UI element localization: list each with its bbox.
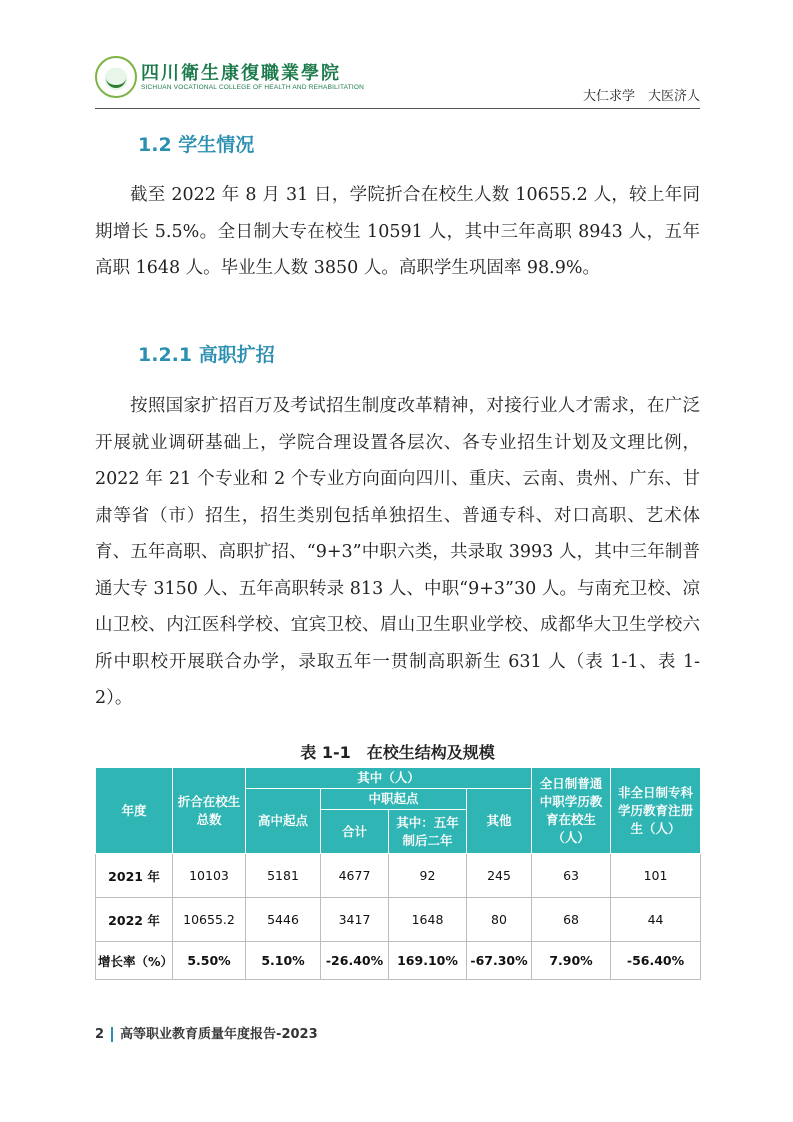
student-structure-table	[95, 767, 701, 980]
cell-year: 增长率（%）	[96, 942, 173, 980]
college-emblem-icon	[95, 56, 137, 98]
cell-five-year: 92	[389, 854, 467, 898]
section-1-2-1-paragraph: 按照国家扩招百万及考试招生制度改革精神，对接行业人才需求，在广泛开展就业调研基础上，学院合理设置各层次、各专业招生计划及文理比例，2022 年 21 个专业和 2 个专业方向面向四川、重庆、云南、贵州、广东、甘肃等省（市）招生，招生类别包括单独招生、普通专科、对口高职、艺术体育、五年高职、高职扩招、“9+3”中职六类，共录取 3993 人，其中三年制普通大专 3150 人、五年高职转录 813 人、中职“9+3”30 人。与南充卫校、凉山卫校、内江医科学校、宜宾卫校、眉山卫生职业学校、成都华大卫生学校六所中职校开展联合办学，录取五年一贯制高职新生 631 人（表 1-1、表 1-2）。	[95, 396, 700, 708]
cell-fulltime: 7.90%	[532, 942, 611, 980]
cell-parttime: -56.40%	[611, 942, 701, 980]
college-name-en: SICHUAN VOCATIONAL COLLEGE OF HEALTH AND REHABILITATION	[141, 84, 365, 91]
section-1-2-paragraph: 截至 2022 年 8 月 31 日，学院折合在校生人数 10655.2 人，较上年同期增长 5.5%。全日制大专在校生 10591 人，其中三年高职 8943 人，五年高职 1648 人。毕业生人数 3850 人。高职学生巩固率 98.9%。	[95, 185, 700, 278]
cell-subtotal: -26.40%	[321, 942, 389, 980]
page-header	[95, 50, 700, 108]
cell-high-school: 5.10%	[246, 942, 321, 980]
college-name-cn: 四川衛生康復職業學院	[141, 63, 341, 84]
page-number: 2	[95, 1027, 113, 1042]
header-total: 折合在校生总数	[173, 768, 246, 854]
cell-high-school: 5446	[246, 898, 321, 942]
cell-high-school: 5181	[246, 854, 321, 898]
cell-fulltime: 68	[532, 898, 611, 942]
cell-parttime: 44	[611, 898, 701, 942]
cell-year: 2022 年	[96, 898, 173, 942]
cell-subtotal: 4677	[321, 854, 389, 898]
header-fulltime: 全日制普通中职学历教育在校生（人）	[532, 768, 611, 854]
page-footer	[95, 1023, 318, 1042]
header-high-school-start: 高中起点	[246, 789, 321, 854]
cell-subtotal: 3417	[321, 898, 389, 942]
cell-parttime: 101	[611, 854, 701, 898]
table-caption: 表 1-1 在校生结构及规模	[300, 743, 495, 762]
cell-total: 10103	[173, 854, 246, 898]
header-year: 年度	[96, 768, 173, 854]
cell-year: 2021 年	[96, 854, 173, 898]
cell-total: 5.50%	[173, 942, 246, 980]
cell-total: 10655.2	[173, 898, 246, 942]
header-secondary-start: 中职起点	[321, 789, 467, 810]
header-of-which: 其中（人）	[246, 768, 532, 789]
header-other: 其他	[467, 789, 532, 854]
table-row	[96, 898, 701, 942]
college-motto: 大仁求学 大医济人	[582, 89, 700, 104]
header-divider	[95, 108, 700, 109]
cell-other: 80	[467, 898, 532, 942]
cell-five-year: 169.10%	[389, 942, 467, 980]
header-five-year: 其中：五年制后二年	[389, 810, 467, 854]
table-row	[96, 942, 701, 980]
cell-other: -67.30%	[467, 942, 532, 980]
cell-five-year: 1648	[389, 898, 467, 942]
section-heading-1-2-1: 1.2.1 高职扩招	[138, 344, 275, 366]
section-heading-1-2: 1.2 学生情况	[138, 134, 255, 156]
header-subtotal: 合计	[321, 810, 389, 854]
cell-other: 245	[467, 854, 532, 898]
table-row	[96, 854, 701, 898]
header-parttime: 非全日制专科学历教育注册生（人）	[611, 768, 701, 854]
report-title: 高等职业教育质量年度报告-2023	[120, 1027, 318, 1042]
cell-fulltime: 63	[532, 854, 611, 898]
